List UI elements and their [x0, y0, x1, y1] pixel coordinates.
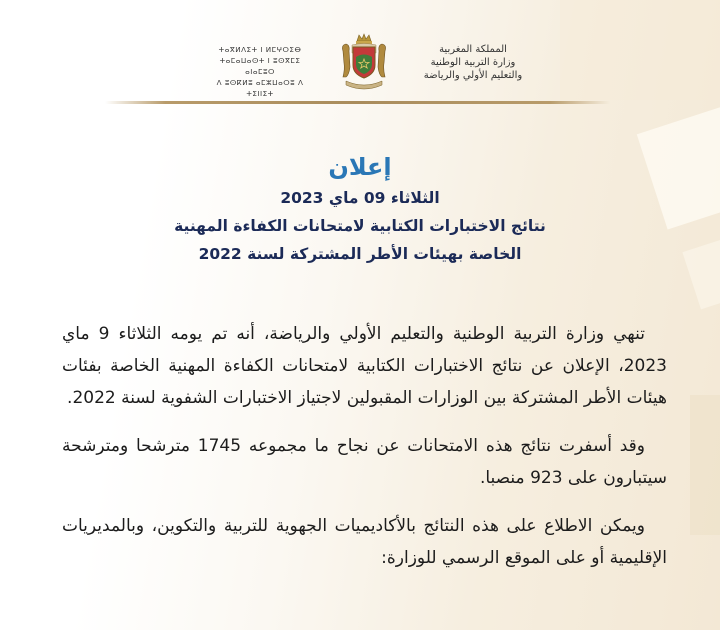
background-decoration: [690, 395, 720, 535]
background-decoration: [637, 107, 720, 230]
ministry-line: والتعليم الأولي والرياضة: [423, 70, 523, 81]
coat-of-arms-icon: [340, 33, 388, 97]
tifinagh-line: ⵜⴰⴳⵍⴷⵉⵜ ⵏ ⵍⵎⵖⵔⵉⴱ: [218, 45, 302, 54]
ministry-line: المملكة المغربية: [439, 44, 507, 55]
announcement-title: إعلان: [328, 153, 392, 181]
ministry-line: وزارة التربية الوطنية: [430, 57, 516, 68]
body-paragraph: ويمكن الاطلاع على هذه النتائج بالأكاديميات الجهوية للتربية والتكوين، وبالمديريات الإقليمية أو على الموقع الرسمي للوزارة:: [62, 516, 667, 568]
header-divider: [105, 101, 610, 104]
tifinagh-line: ⴷ ⵓⵙⴽⵍⵓ ⴰⵎⵣⵡⴰⵔⵓ ⴷ ⵜⵉⵏⵏⵉⵜ: [216, 78, 304, 98]
body-paragraph: تنهي وزارة التربية الوطنية والتعليم الأولي والرياضة، أنه تم يومه الثلاثاء 9 ماي 2023، الإعلان عن نتائج الاختبارات الكتابية لامتحانات الكفاءة المهنية الخاصة بفئات هيئات الأطر المشتركة بين الوزارات المقبولين لاجتياز الاختبارات الشفوية لسنة 2022.: [62, 324, 667, 408]
arabic-ministry-name: [408, 43, 538, 82]
background-decoration: [682, 231, 720, 310]
announcement-subject-line2: الخاصة بهيئات الأطر المشتركة لسنة 2022: [198, 245, 522, 263]
announcement-date: الثلاثاء 09 ماي 2023: [280, 189, 440, 207]
announcement-subject-line1: نتائج الاختبارات الكتابية لامتحانات الكفاءة المهنية: [174, 217, 546, 235]
announcement-heading: [140, 150, 580, 268]
tifinagh-line: ⵜⴰⵎⴰⵡⴰⵙⵜ ⵏ ⵓⵙⴳⵎⵉ ⴰⵏⴰⵎⵓⵔ: [219, 56, 301, 76]
announcement-body: [62, 318, 667, 590]
letterhead: [0, 0, 720, 110]
body-paragraph: وقد أسفرت نتائج هذه الامتحانات عن نجاح ما مجموعه 1745 مترشحا ومترشحة سيتبارون على 923 منصبا.: [62, 436, 667, 488]
tifinagh-ministry-name: [205, 44, 315, 99]
